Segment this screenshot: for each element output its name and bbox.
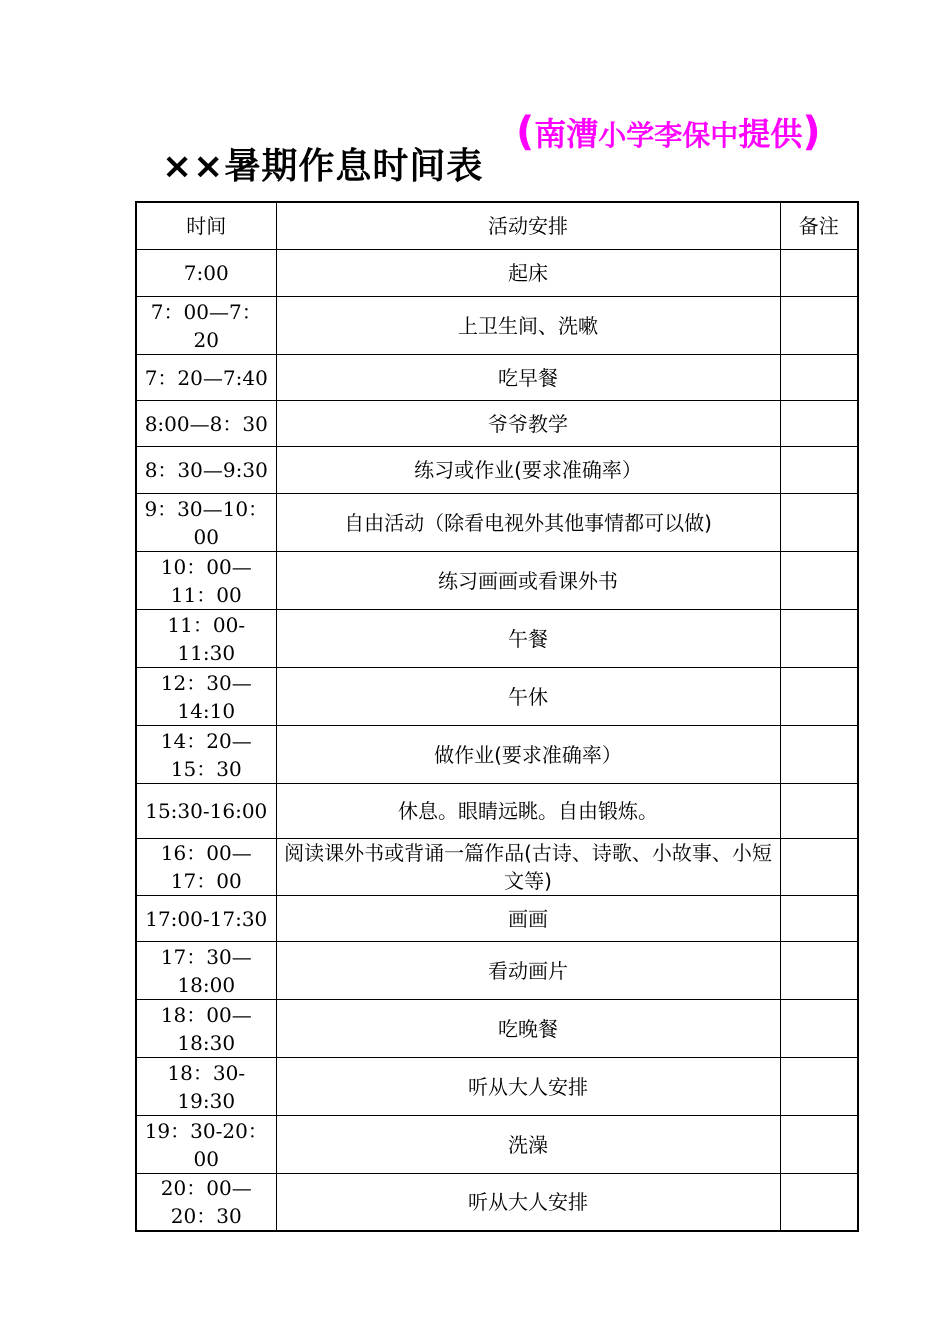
- cell-activity: 做作业(要求准确率）: [276, 726, 780, 784]
- cell-note: [780, 355, 858, 401]
- table-row: [136, 494, 858, 552]
- cell-note: [780, 784, 858, 839]
- credit-note: [516, 109, 821, 155]
- cell-note: [780, 896, 858, 942]
- schedule-table: [135, 201, 859, 1232]
- cell-note: [780, 1000, 858, 1058]
- cell-activity: 洗澡: [276, 1116, 780, 1174]
- table-row: [136, 726, 858, 784]
- cell-note: [780, 942, 858, 1000]
- table-row: [136, 668, 858, 726]
- cell-note: [780, 1116, 858, 1174]
- cell-activity: 听从大人安排: [276, 1058, 780, 1116]
- table-row: [136, 552, 858, 610]
- table-row: [136, 610, 858, 668]
- cell-time: 18：00—18:30: [136, 1000, 276, 1058]
- table-row: [136, 942, 858, 1000]
- cell-activity: 吃晚餐: [276, 1000, 780, 1058]
- cell-note: [780, 1058, 858, 1116]
- cell-activity: 听从大人安排: [276, 1174, 780, 1232]
- table-row: [136, 250, 858, 297]
- cell-activity: 上卫生间、洗嗽: [276, 297, 780, 355]
- table-header-row: [136, 202, 858, 250]
- cell-time: 20：00—20：30: [136, 1174, 276, 1232]
- cell-time: 18：30-19:30: [136, 1058, 276, 1116]
- credit-part1: 南漕: [534, 115, 599, 153]
- cell-time: 7:00: [136, 250, 276, 297]
- table-row: [136, 447, 858, 494]
- cell-time: 14：20—15：30: [136, 726, 276, 784]
- cell-time: 11：00-11:30: [136, 610, 276, 668]
- credit-part3: 提供: [738, 115, 803, 153]
- header-note: 备注: [780, 202, 858, 250]
- cell-time: 17：30—18:00: [136, 942, 276, 1000]
- cell-time: 8：30—9:30: [136, 447, 276, 494]
- cell-note: [780, 297, 858, 355]
- cell-note: [780, 401, 858, 447]
- credit-open: (: [516, 109, 535, 155]
- cell-time: 9：30—10：00: [136, 494, 276, 552]
- table-row: [136, 1174, 858, 1232]
- cell-activity: 午休: [276, 668, 780, 726]
- cell-time: 10：00—11：00: [136, 552, 276, 610]
- cell-activity: 休息。眼睛远眺。自由锻炼。: [276, 784, 780, 839]
- table-row: [136, 1000, 858, 1058]
- cell-activity: 阅读课外书或背诵一篇作品(古诗、诗歌、小故事、小短文等): [276, 839, 780, 896]
- table-row: [136, 784, 858, 839]
- credit-part2: 小学李保中: [598, 119, 739, 152]
- cell-time: 12：30—14:10: [136, 668, 276, 726]
- cell-time: 8:00—8：30: [136, 401, 276, 447]
- cell-activity: 爷爷教学: [276, 401, 780, 447]
- cell-time: 7：20—7:40: [136, 355, 276, 401]
- cell-note: [780, 668, 858, 726]
- table-row: [136, 1058, 858, 1116]
- cell-note: [780, 552, 858, 610]
- cell-time: 19：30-20：00: [136, 1116, 276, 1174]
- table-row: [136, 896, 858, 942]
- cell-activity: 练习画画或看课外书: [276, 552, 780, 610]
- cell-activity: 午餐: [276, 610, 780, 668]
- cell-activity: 吃早餐: [276, 355, 780, 401]
- credit-close: ): [802, 109, 821, 155]
- table-row: [136, 1116, 858, 1174]
- table-row: [136, 297, 858, 355]
- header-time: 时间: [136, 202, 276, 250]
- cell-note: [780, 839, 858, 896]
- cell-time: 15:30-16:00: [136, 784, 276, 839]
- cell-time: 16：00—17：00: [136, 839, 276, 896]
- cell-activity: 看动画片: [276, 942, 780, 1000]
- header-activity: 活动安排: [276, 202, 780, 250]
- cell-note: [780, 447, 858, 494]
- cell-note: [780, 610, 858, 668]
- page-title: ××暑期作息时间表: [162, 146, 484, 187]
- cell-activity: 自由活动（除看电视外其他事情都可以做): [276, 494, 780, 552]
- table-row: [136, 839, 858, 896]
- cell-activity: 练习或作业(要求准确率）: [276, 447, 780, 494]
- cell-time: 17:00-17:30: [136, 896, 276, 942]
- table-row: [136, 401, 858, 447]
- cell-time: 7：00—7：20: [136, 297, 276, 355]
- cell-note: [780, 494, 858, 552]
- table-row: [136, 355, 858, 401]
- cell-note: [780, 250, 858, 297]
- cell-note: [780, 1174, 858, 1232]
- cell-activity: 起床: [276, 250, 780, 297]
- cell-note: [780, 726, 858, 784]
- cell-activity: 画画: [276, 896, 780, 942]
